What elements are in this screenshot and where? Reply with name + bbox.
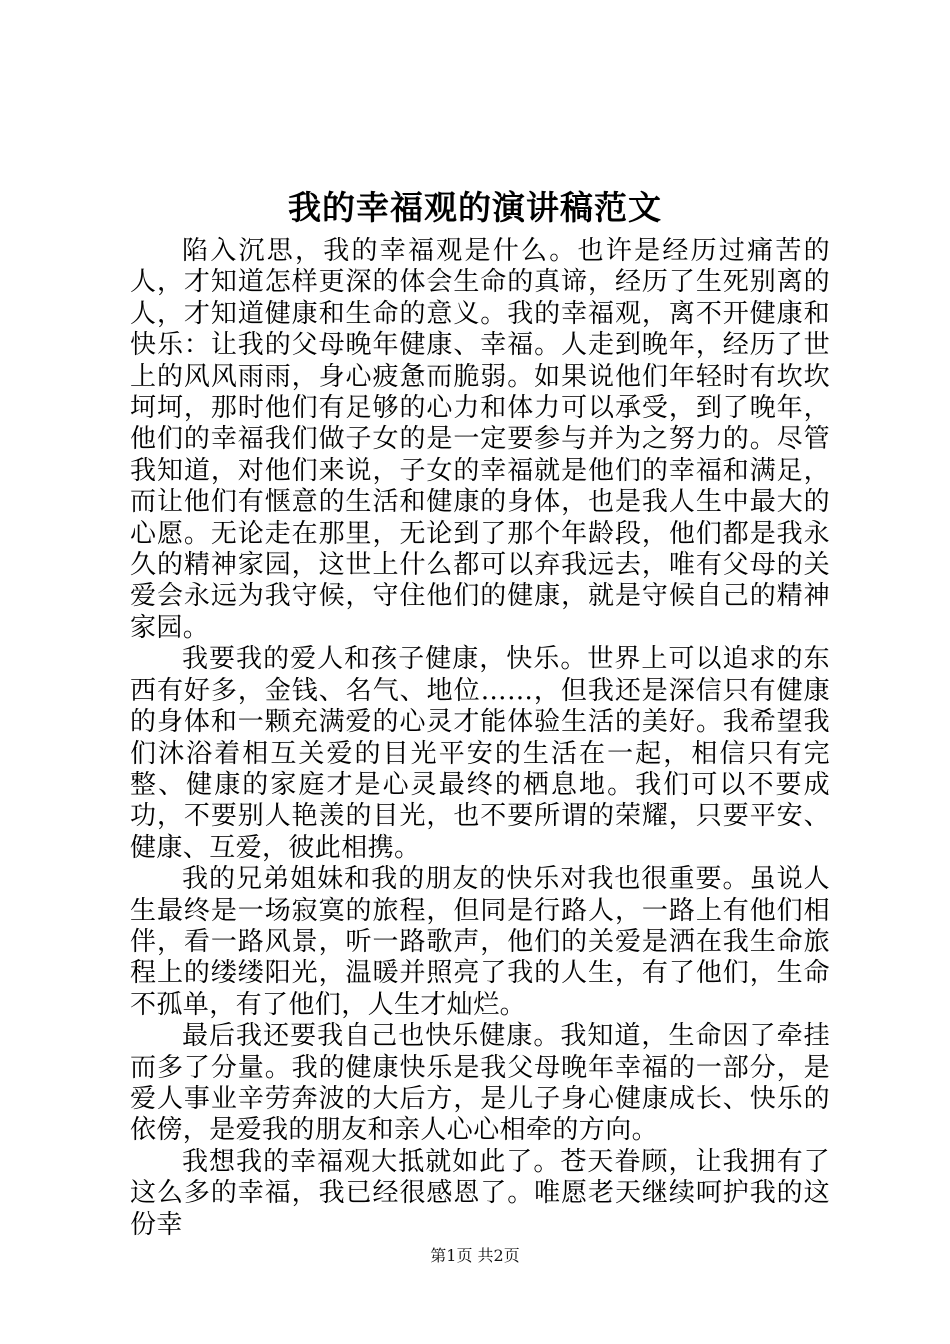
- paragraph: 陷入沉思，我的幸福观是什么。也许是经历过痛苦的人，才知道怎样更深的体会生命的真谛，经历了生死别离的人，才知道健康和生命的意义。我的幸福观，离不开健康和快乐：让我的父母晚年健康、幸福。人走到晚年，经历了世上的风风雨雨，身心疲惫而脆弱。如果说他们年轻时有坎坎坷坷，那时他们有足够的心力和体力可以承受，到了晚年，他们的幸福我们做子女的是一定要参与并为之努力的。尽管我知道，对他们来说，子女的幸福就是他们的幸福和满足，而让他们有惬意的生活和健康的身体，也是我人生中最大的心愿。无论走在那里，无论到了那个年龄段，他们都是我永久的精神家园，这世上什么都可以弃我远去，唯有父母的关爱会永远为我守候，守住他们的健康，就是守候自己的精神家园。: [130, 236, 830, 643]
- page-number-footer: 第1页 共2页: [430, 1246, 520, 1265]
- document-body: [130, 236, 830, 1241]
- paragraph: 我想我的幸福观大抵就如此了。苍天眷顾，让我拥有了这么多的幸福，我已经很感恩了。唯愿老天继续呵护我的这份幸: [130, 1146, 830, 1240]
- paragraph: 我的兄弟姐妹和我的朋友的快乐对我也很重要。虽说人生最终是一场寂寞的旅程，但同是行路人，一路上有他们相伴，看一路风景，听一路歌声，他们的关爱是洒在我生命旅程上的缕缕阳光，温暖并照亮了我的人生，有了他们，生命不孤单，有了他们，人生才灿烂。: [130, 864, 830, 1020]
- document-title: 我的幸福观的演讲稿范文: [288, 188, 662, 227]
- paragraph: 最后我还要我自己也快乐健康。我知道，生命因了牵挂而多了分量。我的健康快乐是我父母晚年幸福的一部分，是爱人事业辛劳奔波的大后方，是儿子身心健康成长、快乐的依傍，是爱我的朋友和亲人心心相牵的方向。: [130, 1021, 830, 1146]
- paragraph: 我要我的爱人和孩子健康，快乐。世界上可以追求的东西有好多，金钱、名气、地位……，但我还是深信只有健康的身体和一颗充满爱的心灵才能体验生活的美好。我希望我们沐浴着相互关爱的目光平安的生活在一起，相信只有完整、健康的家庭才是心灵最终的栖息地。我们可以不要成功，不要别人艳羡的目光，也不要所谓的荣耀，只要平安、健康、互爱，彼此相携。: [130, 644, 830, 863]
